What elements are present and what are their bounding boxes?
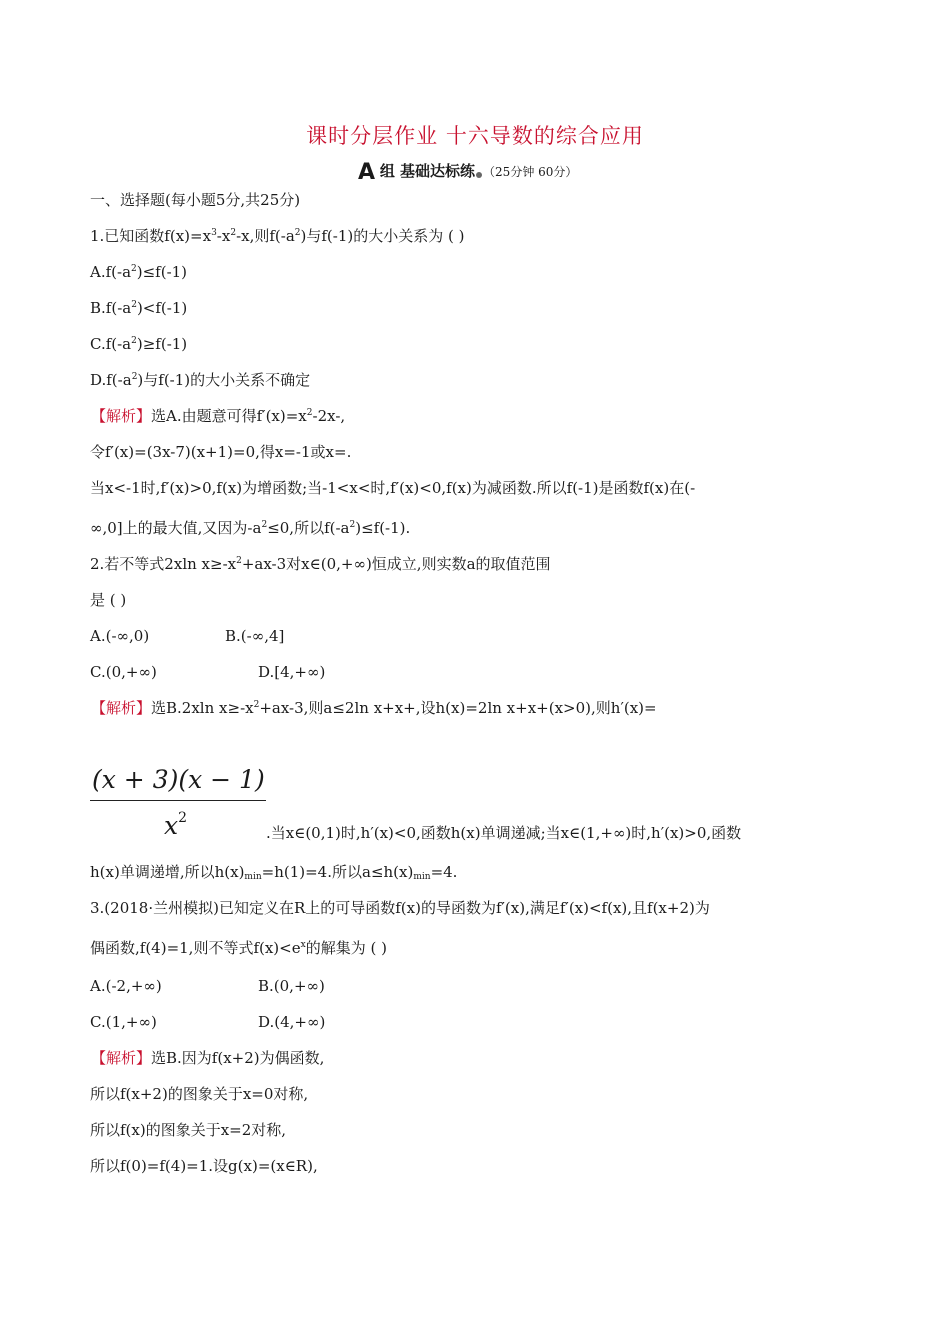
q1-option-c: $C.f(-a^2)\ge f(-1)$ [90, 335, 188, 353]
q3-solution-4: 所以f(0)=f(4)=1.设g(x)=(x∈R), [90, 1157, 318, 1175]
q3-solution-2: 所以f(x+2)的图象关于x=0对称, [90, 1085, 309, 1103]
q2-option-d: D.[4,+∞) [258, 663, 326, 681]
solution-tag: 【解析】 [91, 1049, 152, 1067]
q1-option-d: $D.f(-a^2)$与f(-1)的大小关系不确定 [90, 371, 311, 389]
q1-solution-1: 【解析】选A.由题意可得$f'(x)=x^2-2x-$, [91, 407, 346, 425]
page-title: 课时分层作业 十六导数的综合应用 [306, 124, 644, 148]
q3-solution-3: 所以f(x)的图象关于x=2对称, [90, 1121, 287, 1139]
q3-option-a: A.(-2,+∞) [90, 977, 162, 995]
q1-solution-2: 令f′(x)=(3x-7)(x+1)=0,得x=-1或x=. [90, 443, 352, 461]
group-letter: A [358, 160, 376, 185]
section-heading: 一、选择题(每小题5分,共25分) [90, 191, 301, 209]
q2-solution-3: h(x)单调递增,所以$h(x)_{min}=h(1)=4$.所以$a\le h(x)_{min}=4$. [90, 863, 458, 882]
q2-option-b: B.(-∞,4] [225, 627, 285, 645]
solution-tag: 【解析】 [91, 407, 152, 425]
q3-stem: 3.(2018·兰州模拟)已知定义在R上的可导函数f(x)的导函数为f′(x),满足f′(x)<f(x),且f(x+2)为 [90, 899, 710, 917]
q1-option-b: $B.f(-a^2)<f(-1)$ [90, 299, 188, 317]
group-time: （25分钟 60分） [483, 165, 578, 179]
q3-option-d: D.(4,+∞) [258, 1013, 326, 1031]
q3-option-c: C.(1,+∞) [90, 1013, 157, 1031]
dot-icon [476, 172, 482, 178]
q1-solution-3: 当x<-1时,f′(x)>0,f(x)为增函数;当-1<x<时,f′(x)<0,f(x)为减函数.所以f(-1)是函数f(x)在(- [90, 479, 696, 497]
q2-solution-2: .当x∈(0,1)时,h′(x)<0,函数h(x)单调递减;当x∈(1,+∞)时,h′(x)>0,函数 [266, 824, 742, 842]
q2-stem: 2.若不等式2xln $x\ge-x^2+ax-3$对x∈(0,+∞)恒成立,则实数a的取值范围 [90, 555, 551, 573]
q3-stem-2: 偶函数,f(4)=1,则不等式$f(x)<e^x$的解集为 ( ) [90, 939, 387, 957]
fraction-numerator: (x + 3)(x − 1) [92, 765, 265, 794]
q2-option-a: A.(-∞,0) [90, 627, 150, 645]
group-label [358, 160, 577, 185]
fraction-bar [90, 800, 266, 801]
q2-solution-1: 【解析】选B.2xln $x\ge-x^2+ax-3$,则a≤2ln x+x+,设h(x)=2ln x+x+(x>0),则h′(x)= [91, 699, 657, 717]
q2-stem-2: 是 ( ) [90, 591, 127, 609]
q1-option-a: $A.f(-a^2)\le f(-1)$ [90, 263, 188, 281]
q3-option-b: B.(0,+∞) [258, 977, 325, 995]
fraction-denominator: $x^2$ [164, 810, 188, 840]
solution-tag: 【解析】 [91, 699, 152, 717]
q2-option-c: C.(0,+∞) [90, 663, 157, 681]
q1-stem: 1.已知函数$f(x)=x^3-x^2-x$,则$f(-a^2)$与f(-1)的大小关系为 ( ) [90, 227, 465, 245]
group-name: 组 基础达标练 [379, 162, 476, 180]
q3-solution-1: 【解析】选B.因为f(x+2)为偶函数, [91, 1049, 325, 1067]
q1-solution-4: ∞,0]上的最大值,又因为$-a^2\le 0$,所以$f(-a^2)\le f(-1)$. [90, 519, 411, 537]
